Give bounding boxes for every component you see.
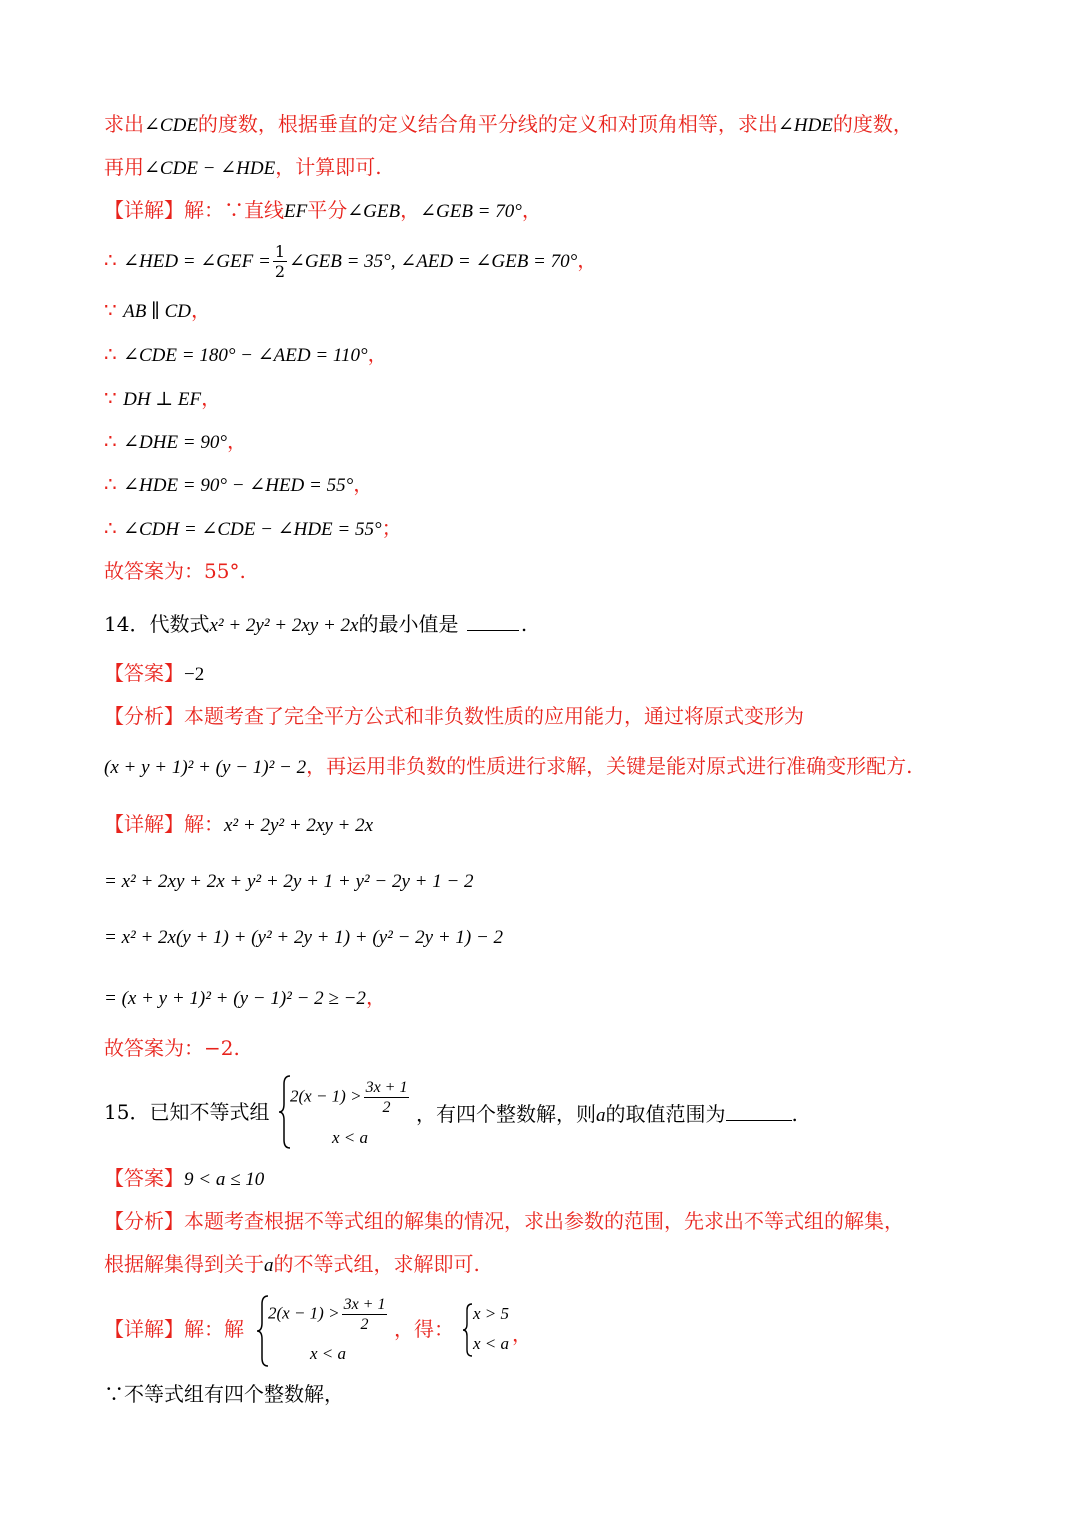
question-15: 15．已知不等式组 [104,1100,270,1124]
text-line: 求出∠CDE的度数，根据垂直的定义结合角平分线的定义和对顶角相等，求出∠HDE的度数， [104,112,913,136]
system-eq1: 2(x − 1) > $\frac{3x + 1}{2}$ [290,1079,408,1116]
analysis-15: 【分析】本题考查根据不等式组的解集的情况，求出参数的范围，先求出不等式组的解集， [104,1209,904,1233]
system-eq1: 2(x − 1) > $\frac{3x + 1}{2}$ [268,1296,386,1333]
text-line: 再用∠CDE − ∠HDE，计算即可. [104,155,382,179]
result-eq1: x > 5 [473,1304,510,1323]
solution-14: 【详解】解：x² + 2y² + 2xy + 2x [104,812,374,836]
answer-blank [726,1102,792,1121]
question-15-cont: ，有四个整数解，则a的取值范围为 . [416,1102,798,1126]
result-eq2: x < a [473,1334,510,1353]
answer-line: 故答案为：55°. [104,559,246,583]
system-eq2: x < a [310,1344,347,1363]
math-step: = x² + 2x(y + 1) + (y² + 2y + 1) + (y² − 2y + 1) − 2 [104,927,504,948]
math-step: = (x + y + 1)² + (y − 1)² − 2 ≥ −2， [104,985,386,1009]
math-step: ∴ ∠CDH = ∠CDE − ∠HDE = 55°； [104,516,402,540]
analysis-14: 【分析】本题考查了完全平方公式和非负数性质的应用能力，通过将原式变形为 [104,704,804,728]
math-step: ∴ ∠HDE = 90° − ∠HED = 55°， [104,472,374,496]
answer-15: 【答案】9 < a ≤ 10 [104,1166,265,1190]
fraction: $\frac{1}{2}$ [274,242,285,281]
text-line: ∵不等式组有四个整数解， [104,1382,344,1406]
solution-15-cont: ，得： [394,1317,454,1341]
solution-15: 【详解】解：解 [104,1317,244,1341]
answer-line: 故答案为：−2. [104,1036,240,1060]
math-step: ∵ DH ⊥ EF， [104,386,222,410]
analysis-14-cont: (x + y + 1)² + (y − 1)² − 2，再运用非负数的性质进行求解，关键是能对原式进行准确变形配方. [104,754,913,778]
math-step: ∴ ∠DHE = 90°， [104,429,247,453]
question-14: 14．代数式x² + 2y² + 2xy + 2x的最小值是 . [104,612,528,636]
math-step: ∴ ∠CDE = 180° − ∠AED = 110°， [104,342,388,366]
answer-14: 【答案】−2 [104,661,205,685]
answer-blank [467,612,519,631]
system-eq2: x < a [332,1128,369,1147]
math-step: = x² + 2xy + 2x + y² + 2y + 1 + y² − 2y + 1 − 2 [104,871,474,892]
math-step: ∵ AB ∥ CD， [104,298,211,322]
solution-header: 【详解】解：∵直线EF平分∠GEB，∠GEB = 70°， [104,198,542,222]
analysis-15-cont: 根据解集得到关于a的不等式组，求解即可. [104,1252,480,1276]
math-step: ∴ ∠HED = ∠GEF = $\frac{1}{2}$ ∠GEB = 35°, ∠AED = ∠GEB = 70°， [104,242,598,281]
comma: ， [512,1322,532,1346]
